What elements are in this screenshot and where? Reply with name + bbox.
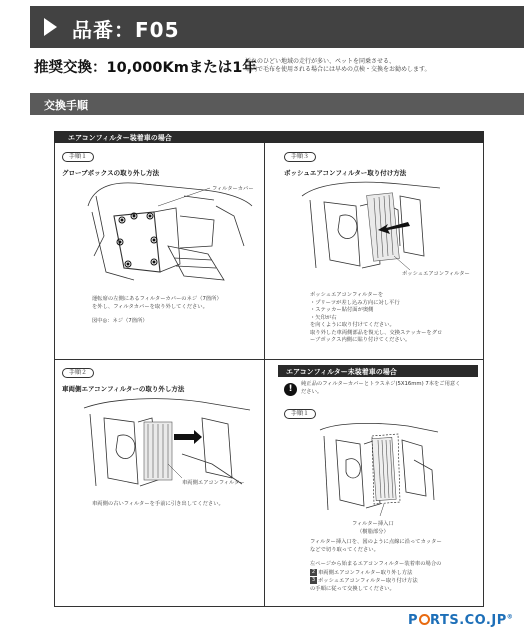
logo-ring-icon — [419, 614, 430, 625]
logo-registered-mark: ® — [506, 613, 514, 621]
warning-line2: ださい。 — [301, 388, 323, 395]
interval-note — [245, 58, 431, 74]
sub-step1-line: フィルター挿入口を、図のように点線に沿ってカッター — [310, 539, 442, 545]
step2-title: 車両側エアコンフィルターの取り外し方法 — [62, 385, 185, 393]
interval-note-line2: 車内で毛布を使用される場合には早めの点検・交換をお勧めします。 — [245, 66, 431, 73]
next-step-item-text: ボッシュエアコンフィルター取り付け方法 — [318, 578, 418, 584]
step1-pill: 手順１ — [62, 152, 94, 162]
logo-letter-p: P — [408, 613, 419, 628]
step3-line: ・ステッカー貼付面が奥側 — [310, 307, 374, 313]
equipped-heading: エアコンフィルター装着車の場合 — [54, 131, 484, 143]
step3-line: を向くように取り付けてください。 — [310, 322, 395, 328]
step3-line: ・矢印が右 — [310, 314, 337, 321]
next-steps-text — [310, 561, 441, 593]
glovebox-illustration — [84, 176, 254, 284]
step3-text — [310, 292, 442, 345]
replacement-interval: 推奨交換：10,000Kmまたは1年 — [34, 60, 257, 76]
step2-text: 車両側の古いフィルターを手前に引き出してください。 — [92, 501, 224, 507]
sub-step1-text — [310, 539, 442, 554]
step1-text-line1: 運転席の左側にあるフィルターカバーのネジ（7箇所） — [92, 296, 222, 302]
warning-icon: ! — [284, 383, 297, 396]
step1-title: グローブボックスの取り外し方法 — [62, 169, 160, 177]
next-step-item-text: 車両側エアコンフィルター取り外し方法 — [318, 569, 413, 576]
screw-legend: 図中◎：ネジ（7箇所） — [92, 318, 148, 324]
interval-note-line1: 汚れのひどい地域の走行が多い、ペットを同乗させる、 — [245, 58, 396, 65]
next-step-item — [310, 569, 441, 578]
step3-line: ボッシュエアコンフィルターを — [310, 292, 384, 298]
next-steps-outro: の手順に従って交換してください。 — [310, 585, 395, 592]
bosch-filter-callout: ボッシュエアコンフィルター — [402, 271, 470, 277]
filter-cover-callout: フィルターカバー — [212, 186, 254, 192]
vehicle-filter-callout: 車両側エアコンフィルター — [182, 480, 245, 486]
play-triangle-icon — [44, 18, 57, 36]
step-number-badge: 3 — [311, 577, 316, 583]
step2-pill: 手順２ — [62, 368, 94, 378]
step1-text — [92, 296, 222, 311]
insert-port-callout-line2: （樹脂部分） — [356, 529, 389, 535]
warning-line1: 純正品のフィルターカバーとトラスネジ(5X16mm) 7本をご用意く — [301, 381, 461, 387]
title-bar — [30, 6, 524, 48]
step3-pill: 手順３ — [284, 152, 316, 162]
step3-title: ボッシュエアコンフィルター取り付け方法 — [284, 169, 407, 177]
step1-text-line2: を外し、フィルタカバーを取り外してください。 — [92, 303, 208, 310]
parts-co-jp-logo — [408, 613, 513, 628]
step3-line: ・プリーツが差し込み方向に対し平行 — [310, 299, 400, 306]
next-steps-intro: 左ページから始まるエアコンフィルター装着車の場合の — [310, 561, 442, 567]
insert-port-illustration — [318, 420, 440, 516]
next-step-item — [310, 577, 441, 586]
non-equipped-heading: エアコンフィルター未装着車の場合 — [278, 365, 478, 377]
warning-text — [301, 381, 460, 396]
logo-text: RTS.CO.JP — [430, 613, 507, 628]
vertical-divider — [264, 143, 265, 359]
section-title: 交換手順 — [44, 99, 88, 112]
horizontal-divider — [54, 359, 265, 360]
install-illustration — [300, 176, 450, 276]
insert-port-callout-line1: フィルター挿入口 — [352, 521, 394, 527]
section-bar — [30, 93, 524, 115]
step-number-badge: 2 — [311, 568, 316, 575]
step3-line: ーブボックス内側に貼り付けてください。 — [310, 337, 411, 343]
insert-port-callout — [352, 519, 394, 535]
step3-line: 取り外した車両側部品を復元し、交換ステッカーをグロ — [310, 329, 443, 336]
page-title: 品番：F05 — [72, 18, 180, 42]
sub-step1-line: などで切り取ってください。 — [310, 546, 379, 553]
sub-step1-pill: 手順１ — [284, 409, 316, 419]
